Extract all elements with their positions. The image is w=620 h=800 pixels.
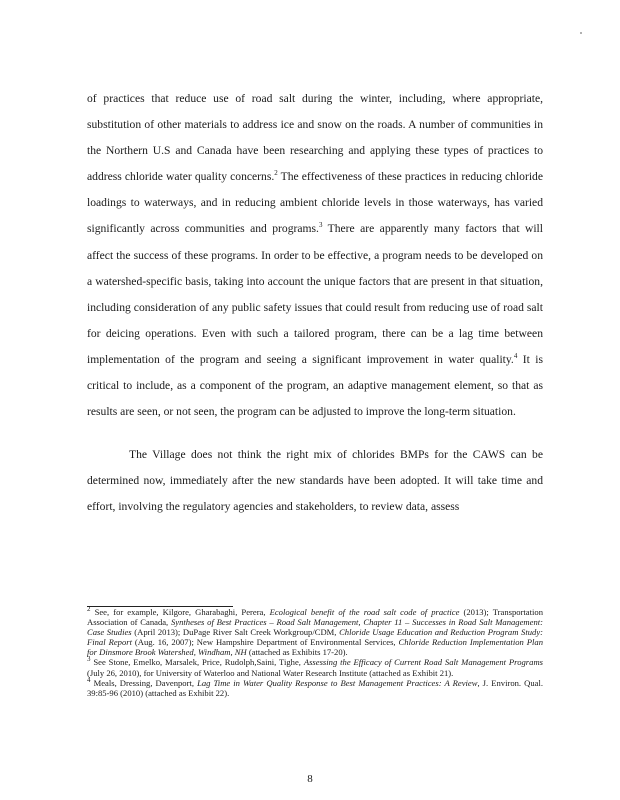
paragraph-2: The Village does not think the right mix of chlorides BMPs for the CAWS can be determined now, immediately after the new standards have been adopted. It will take time and effort, involving the regulatory agencies and stakeholders, to review data, assess xyxy=(87,448,543,514)
page-number: 8 xyxy=(307,773,313,785)
footnote-2: $^2$ See, for example, Kilgore, Gharabaghi, Perera, Ecological benefit of the road salt code of practice (2013); Transportation Association of Canada, Syntheses of Best Practices – Road Salt Management, Chapter 11 – Successes in Road Salt Management: Case Studies (April 2013); DuPage River Salt Creek Workgroup/CDM, Chloride Usage Education and Reduction Program Study: Final Report (Aug. 16, 2007); New Hampshire Department of Environmental Services, Chloride Reduction Implementation Plan for Dinsmore Brook Watershed, Windham, NH (attached as Exhibits 17-20). xyxy=(87,605,544,658)
footnote-ref-3: 3 xyxy=(318,221,323,230)
footnote-ref-2: 2 xyxy=(274,169,278,178)
footnote-ref-4: 4 xyxy=(513,352,518,361)
footnote-3: $^3$ See Stone, Emelko, Marsalek, Price, Rudolph,Saini, Tighe, Assessing the Efficacy of Current Road Salt Management Programs (July 26, 2010), for University of Waterloo and National Water Research Institute (attached as Exhibit 21). xyxy=(87,655,543,678)
paragraph-1: of practices that reduce use of road salt during the winter, including, where appropriate, substitution of other materials to address ice and snow on the roads. A number of communities in the Northern U.S and Canada have been researching and applying these types of practices to address chloride water quality concerns.$^2$ The effectiveness of these practices in reducing chloride loadings to waterways, and in reducing ambient chloride levels in those waterways, has varied significantly across communities and programs.$^3$ There are apparently many factors that will affect the success of these programs. In order to be effective, a program needs to be developed on a watershed-specific basis, taking into account the unique factors that are present in that situation, including consideration of any public safety issues that could result from reducing use of road salt for deicing operations. Even with such a tailored program, there can be a lag time between implementation of the program and seeing a significant improvement in water quality.$^4$ It is critical to include, as a component of the program, an adaptive management element, so that as results are seen, or not seen, the program can be adjusted to improve the long-term situation. xyxy=(87,92,543,419)
scan-speck xyxy=(580,32,582,34)
footnotes xyxy=(87,607,543,698)
body-text xyxy=(87,86,543,521)
footnote-4: $^4$ Meals, Dressing, Davenport, Lag Time in Water Quality Response to Best Management Practices: A Review, J. Environ. Qual. 39:85-96 (2010) (attached as Exhibit 22). xyxy=(87,675,544,698)
